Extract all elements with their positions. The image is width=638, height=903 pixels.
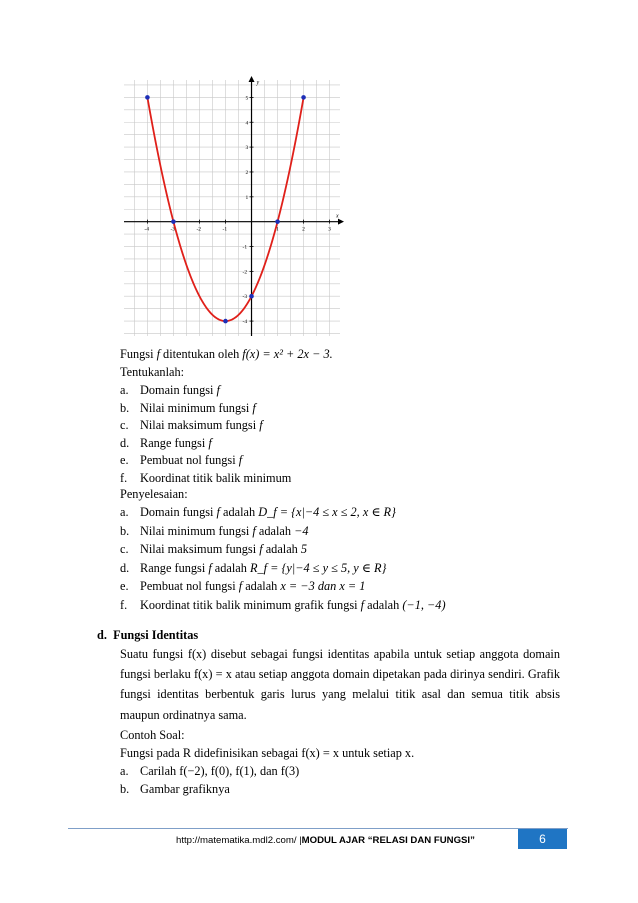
item-mark: e. bbox=[120, 453, 129, 468]
footer-separator: | bbox=[296, 835, 302, 846]
section-d-heading bbox=[97, 627, 198, 644]
solution-text: Nilai maksimum fungsi bbox=[140, 542, 260, 557]
solution-item bbox=[120, 523, 309, 540]
item-text: Nilai minimum fungsi bbox=[140, 400, 253, 415]
y-tick-label: -2 bbox=[242, 269, 248, 276]
problem-item bbox=[120, 452, 242, 469]
item-math: f bbox=[216, 383, 220, 397]
solution-text-2: adalah bbox=[211, 560, 250, 575]
x-axis-label: x bbox=[336, 213, 339, 220]
x-tick-label: -4 bbox=[144, 226, 150, 233]
item-math: f bbox=[259, 418, 263, 433]
solution-mark: a. bbox=[120, 505, 129, 519]
x-tick-label: -3 bbox=[170, 226, 176, 233]
intro-equation: f(x) = x² + 2x − 3. bbox=[242, 347, 333, 361]
item-text: Pembuat nol fungsi bbox=[140, 453, 239, 468]
marked-point bbox=[275, 219, 280, 224]
item-mark: a. bbox=[120, 383, 129, 397]
footer-text bbox=[176, 834, 475, 848]
section-d-paragraph: Suatu fungsi f(x) disebut sebagai fungsi identitas apabila untuk setiap anggota domain fungsi berlaku f(x) = x atau setiap anggota domain dipetakan pada dirinya sendiri. Grafik fungsi identitas berbentuk garis lurus yang melalui titik asal dan semua titik absis maupun ordinatnya sama. bbox=[120, 647, 560, 722]
solution-text: Koordinat titik balik minimum grafik fungsi bbox=[140, 598, 361, 612]
problem-item bbox=[120, 470, 291, 487]
y-tick-label: 4 bbox=[245, 120, 249, 127]
item-text: Domain fungsi bbox=[140, 383, 217, 397]
footer-rule bbox=[68, 828, 568, 829]
y-tick-label: -3 bbox=[242, 294, 248, 301]
contoh-mark: a. bbox=[120, 764, 129, 778]
item-mark: f. bbox=[120, 471, 128, 485]
parabola-graph bbox=[112, 72, 352, 342]
solution-text: Range fungsi bbox=[140, 560, 209, 575]
x-tick-label: 3 bbox=[328, 226, 331, 233]
section-d-title: Fungsi Identitas bbox=[113, 628, 199, 642]
contoh-list bbox=[120, 763, 560, 803]
solution-math: (−1, −4) bbox=[402, 598, 446, 612]
solution-mark: b. bbox=[120, 523, 130, 538]
solution-item bbox=[120, 504, 396, 521]
item-text: Range fungsi bbox=[140, 435, 209, 450]
solution-text-2: adalah bbox=[364, 598, 403, 612]
contoh-heading: Contoh Soal: bbox=[120, 728, 185, 742]
y-axis-arrow bbox=[249, 76, 255, 82]
solution-function: f bbox=[216, 505, 220, 519]
solution-mark: f. bbox=[120, 598, 128, 612]
problem-item bbox=[120, 435, 212, 452]
solution-function: f bbox=[259, 542, 263, 557]
solution-heading: Penyelesaian: bbox=[120, 487, 188, 501]
problem-item bbox=[120, 400, 256, 417]
y-tick-label: -1 bbox=[242, 244, 248, 251]
tentukan-label: Tentukanlah: bbox=[120, 365, 185, 379]
contoh-line: Fungsi pada R didefinisikan sebagai f(x) = x untuk setiap x. bbox=[120, 746, 415, 760]
marked-point bbox=[223, 319, 228, 324]
solution-math: D_f = {x|−4 ≤ x ≤ 2, x ∈ R} bbox=[258, 505, 396, 519]
marked-point bbox=[171, 219, 176, 224]
y-axis-label: y bbox=[256, 80, 260, 86]
solution-text-2: adalah bbox=[219, 505, 259, 519]
page-number: 6 bbox=[518, 829, 567, 849]
section-d-label: d. bbox=[97, 628, 107, 642]
problem-intro bbox=[120, 346, 333, 363]
solution-function: f bbox=[238, 579, 243, 594]
contoh-item bbox=[120, 763, 299, 780]
contoh-mark: b. bbox=[120, 782, 130, 796]
y-tick-label: -4 bbox=[242, 319, 248, 326]
marked-point bbox=[145, 95, 150, 100]
x-tick-label: 2 bbox=[302, 226, 305, 233]
problem-block bbox=[120, 346, 580, 496]
solution-mark: e. bbox=[120, 579, 129, 594]
item-text: Nilai maksimum fungsi bbox=[140, 418, 260, 433]
marked-point bbox=[301, 95, 306, 100]
y-tick-label: 1 bbox=[245, 194, 249, 201]
solution-item bbox=[120, 541, 307, 558]
solution-text: Domain fungsi bbox=[140, 505, 217, 519]
item-mark: c. bbox=[120, 418, 129, 433]
problem-item bbox=[120, 382, 220, 399]
problem-item bbox=[120, 417, 263, 434]
x-tick-label: -2 bbox=[196, 226, 202, 233]
intro-function-name: f bbox=[156, 347, 160, 361]
y-tick-label: 3 bbox=[245, 145, 249, 152]
item-math: f bbox=[238, 453, 243, 468]
solution-item bbox=[120, 560, 386, 577]
footer-url[interactable]: http://matematika.mdl2.com/ bbox=[176, 835, 297, 846]
solution-item bbox=[120, 597, 446, 614]
solution-text: Nilai minimum fungsi bbox=[140, 523, 253, 538]
item-mark: d. bbox=[120, 435, 130, 450]
item-mark: b. bbox=[120, 400, 130, 415]
solution-math: R_f = {y|−4 ≤ y ≤ 5, y ∈ R} bbox=[249, 560, 387, 575]
solution-function: f bbox=[360, 598, 365, 612]
y-tick-label: 5 bbox=[245, 95, 249, 102]
solution-mark: d. bbox=[120, 560, 130, 575]
solution-math: −4 bbox=[294, 523, 309, 538]
item-math: f bbox=[208, 435, 212, 450]
solution-mark: c. bbox=[120, 542, 129, 557]
intro-text-a: Fungsi bbox=[120, 347, 157, 361]
contoh-item bbox=[120, 781, 230, 798]
x-tick-label: -1 bbox=[222, 226, 228, 233]
solution-text: Pembuat nol fungsi bbox=[140, 579, 239, 594]
solution-block bbox=[120, 486, 580, 616]
contoh-text: Carilah f(−2), f(0), f(1), dan f(3) bbox=[140, 764, 300, 778]
marked-point bbox=[249, 294, 254, 299]
solution-text-2: adalah bbox=[255, 523, 295, 538]
solution-function: f bbox=[252, 523, 256, 538]
x-tick-label: 1 bbox=[276, 226, 279, 233]
y-tick-label: 2 bbox=[245, 169, 249, 176]
solution-text-2: adalah bbox=[262, 542, 301, 557]
footer-module-title: MODUL AJAR “RELASI DAN FUNGSI” bbox=[301, 835, 475, 846]
solution-math: x = −3 dan x = 1 bbox=[280, 579, 366, 594]
contoh-text: Gambar grafiknya bbox=[140, 782, 230, 796]
intro-text-b: ditentukan oleh bbox=[159, 347, 243, 361]
item-text: Koordinat titik balik minimum bbox=[140, 471, 292, 485]
solution-function: f bbox=[208, 560, 212, 575]
solution-math: 5 bbox=[300, 542, 308, 557]
item-math: f bbox=[252, 400, 256, 415]
x-axis-arrow bbox=[338, 219, 344, 225]
solution-item bbox=[120, 578, 365, 595]
solution-text-2: adalah bbox=[242, 579, 281, 594]
